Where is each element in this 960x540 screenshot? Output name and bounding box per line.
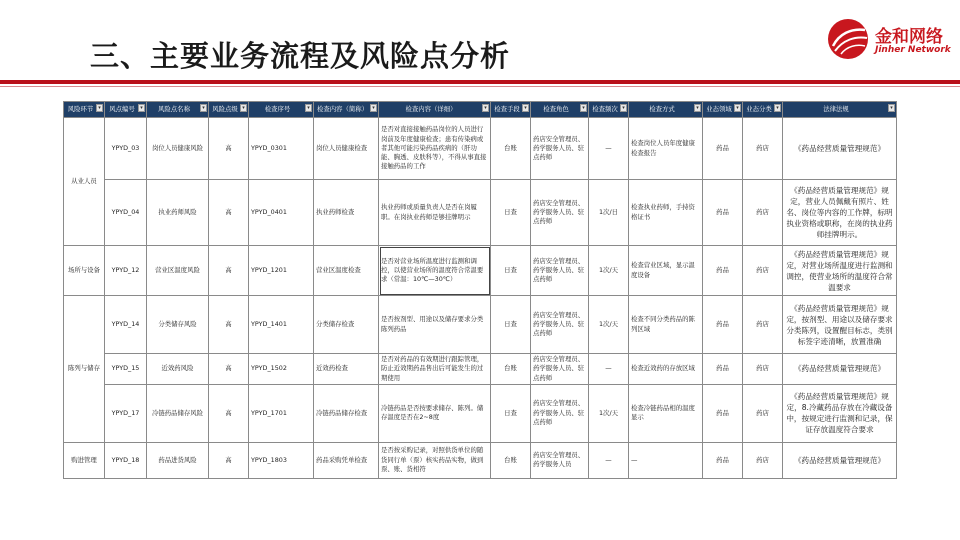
risk-id-cell: YPYD_17 [105, 384, 147, 442]
check-frequency-cell: 1次/天 [589, 384, 629, 442]
risk-level-cell: 高 [209, 442, 249, 478]
check-short-cell: 岗位人员健康检查 [314, 118, 379, 180]
column-header-label: 业态领域 [706, 104, 732, 113]
table-row [64, 180, 897, 246]
table-header-row [64, 102, 897, 118]
law-reference-cell: 《药品经营质量管理规范》规定，对营业场所温度进行监测和调控，使营业场所的温度符合常温要求 [783, 246, 897, 296]
check-role-cell: 药店安全管理员、药学服务人员、驻点药师 [531, 180, 589, 246]
check-means-cell: 日查 [491, 296, 531, 354]
column-header-label: 检查角色 [543, 104, 569, 113]
risk-name-cell: 药品进货风险 [147, 442, 209, 478]
filter-dropdown-icon[interactable]: ▾ [774, 104, 781, 112]
check-frequency-cell: 1次/天 [589, 296, 629, 354]
column-header [314, 102, 379, 118]
check-short-cell: 冷链药品储存检查 [314, 384, 379, 442]
risk-id-cell: YPYD_03 [105, 118, 147, 180]
check-method-cell: 检查不同分类药品的陈列区域 [629, 296, 703, 354]
column-header [491, 102, 531, 118]
check-detail-cell: 是否按剂型、用途以及储存要求分类陈列药品 [379, 296, 491, 354]
column-header [105, 102, 147, 118]
check-frequency-cell: — [589, 354, 629, 385]
check-role-cell: 药店安全管理员、药学服务人员、驻点药师 [531, 296, 589, 354]
law-reference-cell: 《药品经营质量管理规范》规定，8.冷藏药品存放在冷藏设备中，按规定进行监测和记录，保证存放温度符合要求 [783, 384, 897, 442]
risk-name-cell: 冷链药品储存风险 [147, 384, 209, 442]
column-header [147, 102, 209, 118]
column-header [249, 102, 314, 118]
column-header-label: 检查内容（简称） [316, 104, 369, 113]
check-frequency-cell: — [589, 118, 629, 180]
business-category-cell: 药店 [743, 384, 783, 442]
check-method-cell: 检查岗位人员年度健康检查报告 [629, 118, 703, 180]
check-detail-cell: 是否按采购记录，对照供货单位的随货同行单（票）核实药品实物，做到票、账、货相符 [379, 442, 491, 478]
check-role-cell: 药店安全管理员、药学服务人员 [531, 442, 589, 478]
page-title: 三、主要业务流程及风险点分析 [90, 39, 511, 73]
check-short-cell: 执业药师检查 [314, 180, 379, 246]
check-means-cell: 日查 [491, 384, 531, 442]
table-row [64, 118, 897, 180]
filter-dropdown-icon[interactable]: ▾ [620, 104, 627, 112]
check-detail-cell: 执业药师或质量负责人是否在岗履职。在岗执业药师是够挂牌明示 [379, 180, 491, 246]
risk-level-cell: 高 [209, 384, 249, 442]
table-row [64, 384, 897, 442]
table-row [64, 246, 897, 296]
risk-level-cell: 高 [209, 246, 249, 296]
risk-level-cell: 高 [209, 354, 249, 385]
check-means-cell: 台账 [491, 354, 531, 385]
filter-dropdown-icon[interactable]: ▾ [200, 104, 207, 112]
business-category-cell: 药店 [743, 442, 783, 478]
check-method-cell: 检查营业区域，显示温度设备 [629, 246, 703, 296]
column-header-label: 检查内容（详细） [405, 104, 457, 113]
check-seq-cell: YPYD_1502 [249, 354, 314, 385]
column-header [64, 102, 105, 118]
column-header-label: 法律法规 [823, 104, 849, 113]
risk-level-cell: 高 [209, 296, 249, 354]
risk-name-cell: 岗位人员健康风险 [147, 118, 209, 180]
law-reference-cell: 《药品经营质量管理规范》规定，营业人员佩戴有照片、姓名、岗位等内容的工作牌，标明执业资格或职称，在岗的执业药师挂牌明示。 [783, 180, 897, 246]
risk-id-cell: YPYD_18 [105, 442, 147, 478]
column-header-label: 风险点级 [212, 104, 238, 113]
business-category-cell: 药店 [743, 180, 783, 246]
column-header-label: 检查序号 [264, 104, 291, 113]
check-role-cell: 药店安全管理员、药学服务人员、驻点药师 [531, 118, 589, 180]
check-seq-cell: YPYD_1201 [249, 246, 314, 296]
business-category-cell: 药店 [743, 246, 783, 296]
risk-id-cell: YPYD_15 [105, 354, 147, 385]
column-header [209, 102, 249, 118]
check-detail-cell: 是否对直接接触药品岗位的人员进行岗前及年度健康检查；患有传染病或者其他可能污染药品疾病的（肝功能、胸透、皮肤科等），不得从事直接接触药品的工作 [379, 118, 491, 180]
column-header [531, 102, 589, 118]
check-seq-cell: YPYD_1701 [249, 384, 314, 442]
check-means-cell: 台账 [491, 442, 531, 478]
risk-name-cell: 分类储存风险 [147, 296, 209, 354]
title-divider-thin [0, 86, 960, 87]
check-seq-cell: YPYD_1401 [249, 296, 314, 354]
column-header-label: 检查方式 [649, 104, 675, 113]
check-role-cell: 药店安全管理员、药学服务人员、驻点药师 [531, 354, 589, 385]
column-header [629, 102, 703, 118]
check-seq-cell: YPYD_0301 [249, 118, 314, 180]
business-category-cell: 药店 [743, 296, 783, 354]
business-domain-cell: 药品 [703, 354, 743, 385]
check-method-cell: 检查执业药师，手持资格证书 [629, 180, 703, 246]
law-reference-cell: 《药品经营质量管理规范》 [783, 118, 897, 180]
title-divider [0, 80, 960, 84]
check-seq-cell: YPYD_1803 [249, 442, 314, 478]
risk-name-cell: 营业区温度风险 [147, 246, 209, 296]
business-domain-cell: 药品 [703, 180, 743, 246]
check-detail-cell: 冷链药品是否按要求储存、陈列。储存温度是否在2~8度 [379, 384, 491, 442]
filter-dropdown-icon[interactable]: ▾ [482, 104, 489, 112]
check-means-cell: 日查 [491, 180, 531, 246]
check-method-cell: — [629, 442, 703, 478]
business-domain-cell: 药品 [703, 118, 743, 180]
filter-dropdown-icon[interactable]: ▾ [522, 104, 529, 112]
table-row [64, 296, 897, 354]
column-header [783, 102, 897, 118]
column-header-label: 风点编号 [109, 104, 135, 113]
business-category-cell: 药店 [743, 354, 783, 385]
risk-stage-cell: 场所与设备 [64, 246, 105, 296]
column-header-label: 检查频次 [592, 104, 618, 113]
law-reference-cell: 《药品经营质量管理规范》 [783, 354, 897, 385]
filter-dropdown-icon[interactable]: ▾ [734, 104, 741, 112]
check-method-cell: 检查近效药的存放区域 [629, 354, 703, 385]
check-short-cell: 营业区温度检查 [314, 246, 379, 296]
filter-dropdown-icon[interactable]: ▾ [240, 104, 247, 112]
risk-id-cell: YPYD_12 [105, 246, 147, 296]
column-header-label: 风险环节 [67, 104, 94, 113]
column-header [703, 102, 743, 118]
risk-table [63, 101, 897, 479]
risk-id-cell: YPYD_14 [105, 296, 147, 354]
risk-stage-cell: 陈列与储存 [64, 296, 105, 443]
check-detail-cell: 是否对营业场所温度进行监测和调控，以使营业场所的温度符合常温要求（常温：10℃—30℃） [379, 246, 491, 296]
business-domain-cell: 药品 [703, 296, 743, 354]
table-row [64, 354, 897, 385]
filter-dropdown-icon[interactable]: ▾ [694, 104, 701, 112]
check-means-cell: 台账 [491, 118, 531, 180]
column-header [743, 102, 783, 118]
check-role-cell: 药店安全管理员、药学服务人员、驻点药师 [531, 246, 589, 296]
filter-dropdown-icon[interactable]: ▾ [580, 104, 587, 112]
column-header-label: 业态分类 [746, 104, 772, 113]
business-domain-cell: 药品 [703, 442, 743, 478]
logo-globe-icon [825, 16, 871, 62]
risk-stage-cell: 购进管理 [64, 442, 105, 478]
check-short-cell: 药品采购凭单检查 [314, 442, 379, 478]
business-domain-cell: 药品 [703, 384, 743, 442]
column-header [379, 102, 491, 118]
logo-subtitle: Jinher Network [875, 45, 951, 55]
risk-name-cell: 执业药师风险 [147, 180, 209, 246]
column-header-label: 检查手段 [494, 104, 520, 113]
check-seq-cell: YPYD_0401 [249, 180, 314, 246]
check-short-cell: 近效药检查 [314, 354, 379, 385]
filter-dropdown-icon[interactable]: ▾ [96, 104, 103, 112]
table-row [64, 442, 897, 478]
check-frequency-cell: — [589, 442, 629, 478]
check-means-cell: 日查 [491, 246, 531, 296]
risk-id-cell: YPYD_04 [105, 180, 147, 246]
check-detail-cell: 是否对药品的有效期进行跟踪管理，防止近效期药品售出后可能发生的过期使用 [379, 354, 491, 385]
check-role-cell: 药店安全管理员、药学服务人员、驻点药师 [531, 384, 589, 442]
company-logo [825, 14, 955, 66]
check-method-cell: 检查冷链药品相的温度显示 [629, 384, 703, 442]
filter-dropdown-icon[interactable]: ▾ [888, 104, 895, 112]
check-frequency-cell: 1次/日 [589, 180, 629, 246]
column-header-label: 风险点名称 [158, 104, 190, 113]
risk-name-cell: 近效药风险 [147, 354, 209, 385]
risk-stage-cell: 从业人员 [64, 118, 105, 246]
check-short-cell: 分类储存检查 [314, 296, 379, 354]
business-category-cell: 药店 [743, 118, 783, 180]
risk-level-cell: 高 [209, 118, 249, 180]
column-header [589, 102, 629, 118]
law-reference-cell: 《药品经营质量管理规范》规定，按剂型、用途以及储存要求分类陈列，设置醒目标志，类别标签字迹清晰，放置准确 [783, 296, 897, 354]
law-reference-cell: 《药品经营质量管理规范》 [783, 442, 897, 478]
business-domain-cell: 药品 [703, 246, 743, 296]
filter-dropdown-icon[interactable]: ▾ [305, 104, 312, 112]
risk-level-cell: 高 [209, 180, 249, 246]
check-frequency-cell: 1次/天 [589, 246, 629, 296]
filter-dropdown-icon[interactable]: ▾ [138, 104, 145, 112]
logo-name: 金和网络 [875, 27, 943, 47]
filter-dropdown-icon[interactable]: ▾ [370, 104, 377, 112]
